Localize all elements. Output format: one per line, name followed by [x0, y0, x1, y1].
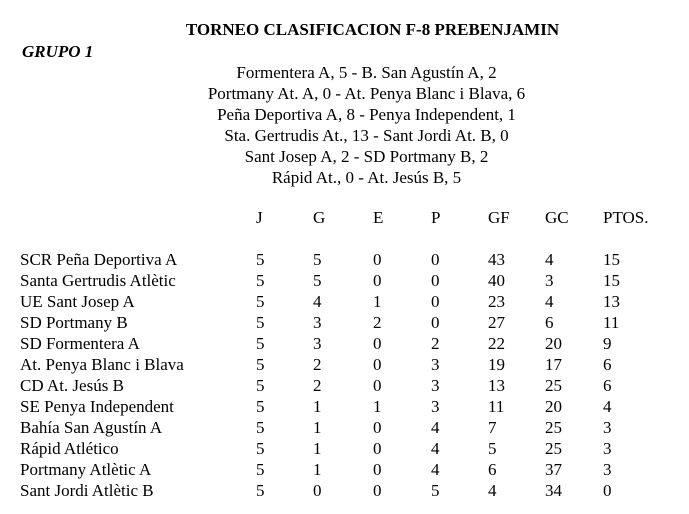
match-results-list [0, 62, 689, 188]
goals-against-cell: 4 [545, 250, 554, 269]
points-cell: 3 [603, 418, 612, 437]
lost-cell: 3 [431, 355, 440, 374]
header-drawn: E [373, 208, 384, 227]
played-cell: 5 [256, 271, 265, 290]
goals-against-cell: 20 [545, 334, 562, 353]
played-cell: 5 [256, 376, 265, 395]
table-row [20, 417, 663, 438]
played-cell: 5 [256, 355, 265, 374]
standings-header-row [20, 207, 663, 232]
goals-against-cell: 25 [545, 439, 562, 458]
drawn-cell: 0 [373, 271, 382, 290]
team-name-cell: Sant Jordi Atlètic B [20, 481, 154, 500]
played-cell: 5 [256, 292, 265, 311]
goals-against-cell: 6 [545, 313, 554, 332]
points-cell: 3 [603, 460, 612, 479]
group-heading: GRUPO 1 [22, 42, 94, 61]
table-row [20, 375, 663, 396]
spacer-row [20, 232, 663, 249]
team-name-cell: Portmany Atlètic A [20, 460, 152, 479]
lost-cell: 0 [431, 271, 440, 290]
team-name-cell: Santa Gertrudis Atlètic [20, 271, 176, 290]
goals-for-cell: 19 [488, 355, 505, 374]
goals-for-cell: 4 [488, 481, 497, 500]
goals-for-cell: 11 [488, 397, 505, 416]
played-cell: 5 [256, 418, 265, 437]
points-cell: 4 [603, 397, 612, 416]
table-row [20, 333, 663, 354]
match-result: Sta. Gertrudis At., 13 - Sant Jordi At. B, 0 [224, 126, 509, 145]
won-cell: 1 [313, 439, 322, 458]
header-lost: P [431, 208, 441, 227]
table-row [20, 270, 663, 291]
won-cell: 0 [313, 481, 322, 500]
table-row [20, 480, 663, 501]
table-row [20, 396, 663, 417]
won-cell: 3 [313, 313, 322, 332]
header-goals-for: GF [488, 208, 510, 227]
goals-for-cell: 6 [488, 460, 497, 479]
team-name-cell: Rápid Atlético [20, 439, 119, 458]
points-cell: 6 [603, 355, 612, 374]
lost-cell: 4 [431, 439, 440, 458]
team-name-cell: SCR Peña Deportiva A [20, 250, 178, 269]
header-team [20, 207, 256, 232]
points-cell: 3 [603, 439, 612, 458]
lost-cell: 5 [431, 481, 440, 500]
won-cell: 2 [313, 355, 322, 374]
goals-against-cell: 4 [545, 292, 554, 311]
goals-for-cell: 40 [488, 271, 505, 290]
page-title: TORNEO CLASIFICACION F-8 PREBENJAMIN [185, 20, 560, 39]
standings-table [20, 207, 663, 501]
header-won: G [313, 208, 326, 227]
drawn-cell: 2 [373, 313, 382, 332]
played-cell: 5 [256, 481, 265, 500]
won-cell: 1 [313, 397, 322, 416]
team-name-cell: UE Sant Josep A [20, 292, 135, 311]
won-cell: 1 [313, 418, 322, 437]
won-cell: 2 [313, 376, 322, 395]
points-cell: 0 [603, 481, 612, 500]
goals-against-cell: 37 [545, 460, 562, 479]
match-result: Sant Josep A, 2 - SD Portmany B, 2 [244, 147, 489, 166]
table-row [20, 291, 663, 312]
goals-for-cell: 23 [488, 292, 505, 311]
points-cell: 15 [603, 271, 620, 290]
drawn-cell: 0 [373, 439, 382, 458]
lost-cell: 0 [431, 313, 440, 332]
team-name-cell: SD Portmany B [20, 313, 128, 332]
lost-cell: 4 [431, 418, 440, 437]
goals-against-cell: 25 [545, 376, 562, 395]
goals-for-cell: 13 [488, 376, 505, 395]
team-name-cell: SE Penya Independent [20, 397, 174, 416]
played-cell: 5 [256, 397, 265, 416]
table-row [20, 438, 663, 459]
goals-against-cell: 3 [545, 271, 554, 290]
drawn-cell: 0 [373, 376, 382, 395]
points-cell: 11 [603, 313, 620, 332]
points-cell: 13 [603, 292, 620, 311]
won-cell: 4 [313, 292, 322, 311]
drawn-cell: 0 [373, 355, 382, 374]
goals-for-cell: 5 [488, 439, 497, 458]
drawn-cell: 1 [373, 397, 382, 416]
lost-cell: 0 [431, 250, 440, 269]
table-row [20, 459, 663, 480]
lost-cell: 2 [431, 334, 440, 353]
points-cell: 9 [603, 334, 612, 353]
lost-cell: 3 [431, 397, 440, 416]
played-cell: 5 [256, 334, 265, 353]
lost-cell: 3 [431, 376, 440, 395]
lost-cell: 0 [431, 292, 440, 311]
header-goals-against: GC [545, 208, 569, 227]
goals-against-cell: 25 [545, 418, 562, 437]
team-name-cell: SD Formentera A [20, 334, 140, 353]
team-name-cell: CD At. Jesús B [20, 376, 124, 395]
goals-against-cell: 34 [545, 481, 562, 500]
match-result: Portmany At. A, 0 - At. Penya Blanc i Blava, 6 [207, 84, 526, 103]
drawn-cell: 0 [373, 418, 382, 437]
won-cell: 5 [313, 271, 322, 290]
goals-for-cell: 22 [488, 334, 505, 353]
drawn-cell: 1 [373, 292, 382, 311]
points-cell: 15 [603, 250, 620, 269]
played-cell: 5 [256, 313, 265, 332]
header-points: PTOS. [603, 208, 649, 227]
team-name-cell: Bahía San Agustín A [20, 418, 163, 437]
played-cell: 5 [256, 460, 265, 479]
points-cell: 6 [603, 376, 612, 395]
won-cell: 1 [313, 460, 322, 479]
won-cell: 3 [313, 334, 322, 353]
goals-for-cell: 27 [488, 313, 505, 332]
drawn-cell: 0 [373, 460, 382, 479]
lost-cell: 4 [431, 460, 440, 479]
match-result: Formentera A, 5 - B. San Agustín A, 2 [236, 63, 497, 82]
match-result: Peña Deportiva A, 8 - Penya Independent, 1 [217, 105, 516, 124]
header-played: J [256, 208, 263, 227]
goals-for-cell: 43 [488, 250, 505, 269]
drawn-cell: 0 [373, 250, 382, 269]
played-cell: 5 [256, 250, 265, 269]
played-cell: 5 [256, 439, 265, 458]
team-name-cell: At. Penya Blanc i Blava [20, 355, 184, 374]
goals-against-cell: 20 [545, 397, 562, 416]
drawn-cell: 0 [373, 334, 382, 353]
goals-against-cell: 17 [545, 355, 562, 374]
goals-for-cell: 7 [488, 418, 497, 437]
won-cell: 5 [313, 250, 322, 269]
drawn-cell: 0 [373, 481, 382, 500]
table-row [20, 354, 663, 375]
table-row [20, 312, 663, 333]
table-row [20, 249, 663, 270]
match-result: Rápid At., 0 - At. Jesús B, 5 [271, 168, 462, 187]
